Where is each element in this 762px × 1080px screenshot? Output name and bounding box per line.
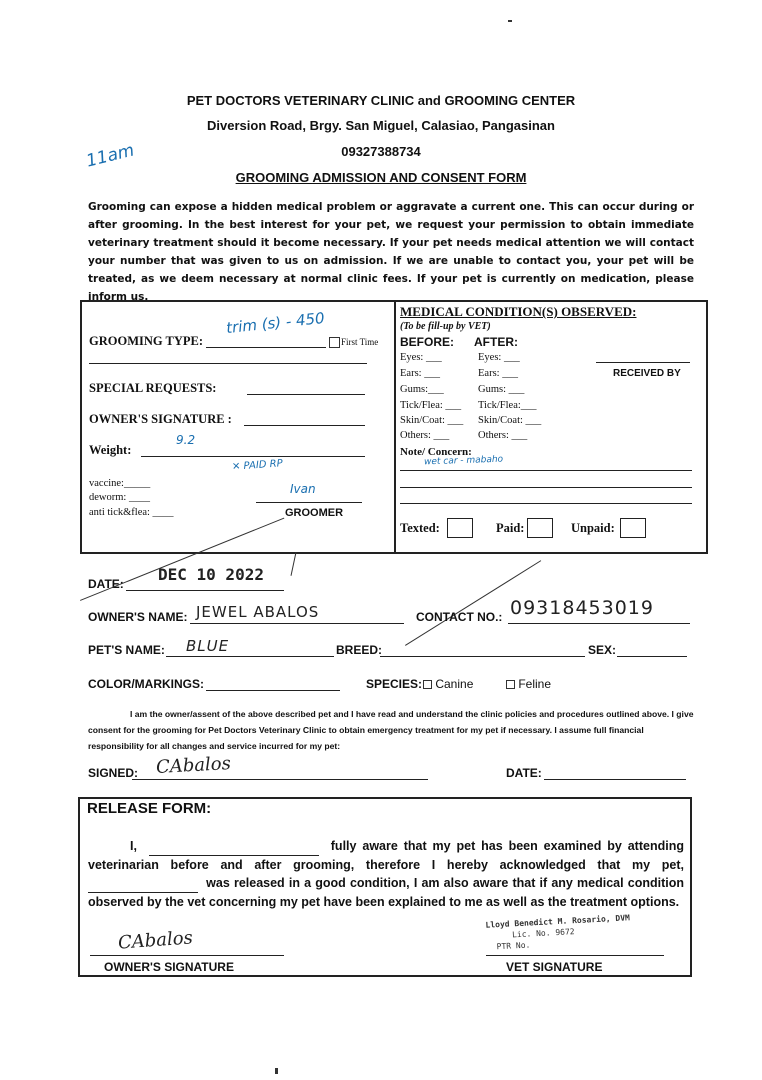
before-eyes: Eyes: ___ — [400, 352, 442, 363]
release-bottom-border — [78, 975, 692, 977]
breed-label: BREED: — [336, 643, 383, 657]
paid-note: ✕ PAID RP — [231, 458, 284, 473]
texted-checkbox[interactable] — [447, 518, 473, 538]
release-owner-line — [149, 837, 319, 856]
special-requests-label: SPECIAL REQUESTS: — [89, 381, 217, 395]
after-label: AFTER: — [474, 335, 518, 349]
before-ears: Ears: ___ — [400, 368, 440, 379]
weight-value: 9.2 — [176, 433, 196, 447]
signed-date-label: DATE: — [506, 766, 542, 780]
feline-label: Feline — [518, 677, 552, 691]
first-time-box[interactable] — [329, 337, 340, 348]
vet-stamp — [485, 912, 631, 953]
after-eyes: Eyes: ___ — [478, 352, 520, 363]
release-right-border — [690, 797, 692, 975]
release-top-border — [78, 797, 690, 799]
pet-name-line — [166, 656, 334, 657]
texted-label: Texted: — [400, 521, 440, 535]
pet-name-value: BLUE — [186, 637, 230, 655]
grooming-type-line — [206, 347, 326, 348]
medical-subtitle: (To be fill-up by VET) — [400, 321, 491, 332]
sex-line — [617, 656, 687, 657]
unpaid-label: Unpaid: — [571, 521, 615, 535]
owner-signature-line — [244, 425, 365, 426]
scan-dot — [275, 1068, 278, 1074]
pet-name-label: PET'S NAME: — [88, 643, 165, 657]
release-text-3: was released in a good condition, I am also aware that if any medical condition observed by the vet concerning my pet have been explained to me as well as the treatment options. — [88, 876, 684, 909]
owner-name-label: OWNER'S NAME: — [88, 610, 188, 624]
concern-note: wet car - mabaho — [423, 454, 504, 468]
scan-dot-top — [508, 20, 512, 22]
form-title: GROOMING ADMISSION AND CONSENT FORM — [235, 170, 527, 185]
release-text-2: fully aware that my pet has been examined by attending veterinarian before and after grooming, therefore I hereby acknowledged that my pet, — [88, 839, 684, 872]
concern-line-2 — [400, 487, 692, 488]
concern-line-3 — [400, 503, 692, 504]
release-pet-line — [88, 874, 198, 893]
paid-checkbox[interactable] — [527, 518, 553, 538]
owner-name-value: JEWEL ABALOS — [196, 603, 320, 621]
weight-line — [141, 456, 365, 457]
release-paragraph — [88, 837, 684, 911]
release-owner-signature-value: CAbalos — [117, 927, 194, 954]
feline-checkbox[interactable] — [506, 680, 515, 689]
note-concern-label: Note/ Concern: — [400, 446, 472, 458]
owner-name-line — [190, 623, 404, 624]
owner-signature-value: CAbalos — [155, 753, 232, 778]
date-label: DATE: — [88, 577, 124, 591]
canine-label: Canine — [435, 677, 474, 691]
species-label: SPECIES: — [366, 677, 423, 691]
intro-paragraph: Grooming can expose a hidden medical problem or aggravate a current one. This can occur during or after grooming. In the best interest for your pet, we request your permission to obtain immediate veterinary treatment should it become necessary. If your pet needs medical attention we will contact your number that was given to us on admission. If we are unable to contact you, your pet will be treated, as we deem necessary at normal clinic fees. If your pet is currently on medication, please inform us. — [88, 201, 694, 303]
before-others: Others: ___ — [400, 430, 450, 441]
deworm-label: deworm: ____ — [89, 492, 150, 503]
first-time-checkbox[interactable] — [329, 337, 378, 348]
sex-label: SEX: — [588, 643, 617, 657]
color-markings-label: COLOR/MARKINGS: — [88, 677, 204, 691]
after-skincoat: Skin/Coat: ___ — [478, 415, 542, 426]
contact-label: CONTACT NO.: — [416, 610, 503, 624]
clinic-phone: 09327388734 — [341, 144, 421, 159]
grooming-type-value: trim (s) - 450 — [225, 308, 326, 338]
release-text-1: I, — [130, 839, 137, 853]
weight-label: Weight: — [89, 443, 132, 457]
contact-value: 09318453019 — [510, 597, 654, 619]
grooming-type-line-2 — [89, 363, 367, 364]
contact-line — [508, 623, 690, 624]
canine-option[interactable] — [423, 677, 473, 691]
vaccine-label: vaccine:_____ — [89, 478, 151, 489]
release-left-border — [78, 797, 80, 975]
date-stamp: DEC 10 2022 — [158, 565, 264, 584]
groomer-line — [256, 502, 362, 503]
date-line — [126, 590, 284, 591]
groomer-label: GROOMER — [285, 507, 344, 519]
release-owner-signature-line — [90, 955, 284, 956]
vet-stamp-ptr: PTR No. — [496, 940, 531, 952]
after-gums: Gums: ___ — [478, 384, 525, 395]
pen-stroke-mark — [291, 552, 297, 576]
medical-title: MEDICAL CONDITION(S) OBSERVED: — [400, 304, 637, 319]
concern-line-1 — [400, 470, 692, 471]
margin-time-note: 11am — [84, 140, 137, 172]
vet-stamp-name: Lloyd Benedict M. Rosario, DVM — [485, 913, 631, 930]
after-others: Others: ___ — [478, 430, 528, 441]
antitick-label: anti tick&flea: ____ — [89, 507, 174, 518]
signed-line — [132, 779, 428, 780]
clinic-address: Diversion Road, Brgy. San Miguel, Calasiao, Pangasinan — [207, 118, 555, 133]
unpaid-checkbox[interactable] — [620, 518, 646, 538]
signed-date-line — [544, 779, 686, 780]
special-requests-line — [247, 394, 365, 395]
color-markings-line — [206, 690, 340, 691]
before-gums: Gums:___ — [400, 384, 444, 395]
grooming-type-label: GROOMING TYPE: — [89, 334, 204, 348]
received-by-label: RECEIVED BY — [613, 368, 681, 379]
consent-paragraph: I am the owner/assent of the above described pet and I have read and understand the clinic policies and procedures outlined above. I give consent for the grooming for Pet Doctors Veterinary Clinic to obtain emergency treatment for my pet if necessary. I assume full financial responsibility for all changes and service incurred for my pet: — [88, 709, 694, 751]
groomer-name: Ivan — [290, 482, 316, 496]
owner-signature-label: OWNER'S SIGNATURE : — [89, 412, 232, 426]
after-ears: Ears: ___ — [478, 368, 518, 379]
before-skincoat: Skin/Coat: ___ — [400, 415, 464, 426]
vet-signature-label: VET SIGNATURE — [506, 960, 603, 974]
signed-label: SIGNED: — [88, 766, 139, 780]
vet-stamp-lic: Lic. No. 9672 — [511, 927, 575, 940]
before-label: BEFORE: — [400, 335, 454, 349]
breed-line — [380, 656, 585, 657]
vet-signature-line — [486, 955, 664, 956]
after-tickflea: Tick/Flea:___ — [478, 400, 537, 411]
release-owner-signature-label: OWNER'S SIGNATURE — [104, 960, 234, 974]
release-title: RELEASE FORM: — [87, 800, 212, 817]
first-time-label: First Time — [341, 337, 379, 347]
received-by-line — [596, 362, 690, 363]
paid-label: Paid: — [496, 521, 525, 535]
before-tickflea: Tick/Flea: ___ — [400, 400, 462, 411]
box-divider — [394, 300, 396, 552]
feline-option[interactable] — [506, 677, 551, 691]
canine-checkbox[interactable] — [423, 680, 432, 689]
clinic-name: PET DOCTORS VETERINARY CLINIC and GROOMING CENTER — [186, 93, 576, 108]
